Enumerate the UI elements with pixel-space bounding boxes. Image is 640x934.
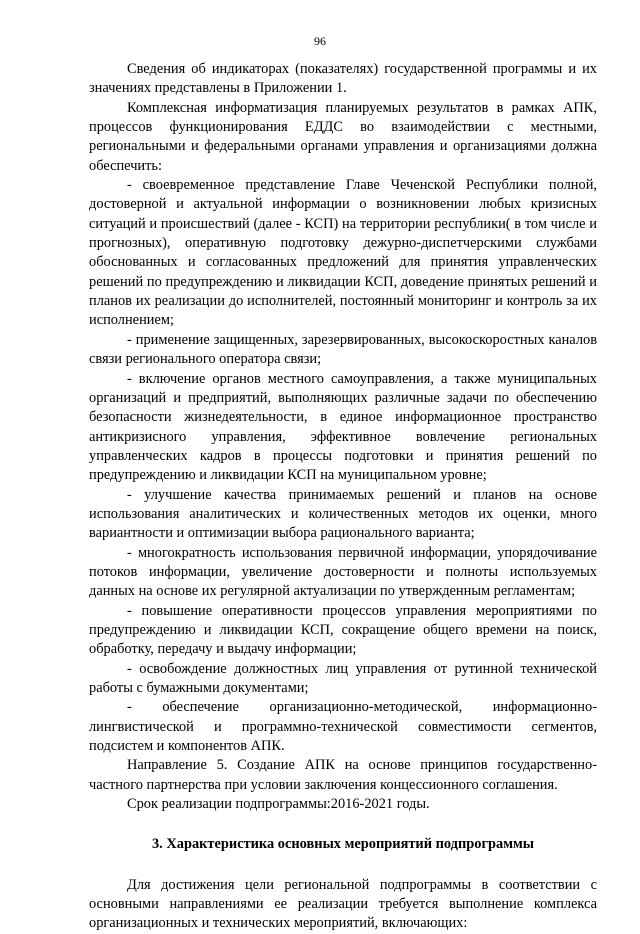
paragraph-direction-5: Направление 5. Создание АПК на основе принципов государственно-частного партнерства при условии заключения концессионного соглашения. bbox=[89, 757, 597, 793]
section-heading: 3. Характеристика основных мероприятий подпрограммы bbox=[151, 836, 535, 853]
page-number: 96 bbox=[314, 34, 326, 48]
list-item-management-efficiency: - повышение оперативности процессов управления мероприятиями по предупреждению и ликвидации КСП, сокращение общего времени на поиск, обработку, передачу и выдачу информации; bbox=[89, 602, 597, 658]
paragraph-implementation-period: Срок реализации подпрограммы:2016-2021 годы. bbox=[127, 796, 430, 813]
list-item-compatibility: - обеспечение организационно-методической, информационно-лингвистической и программно-технической совместимости сегментов, подсистем и компонентов АПК. bbox=[89, 699, 597, 755]
paragraph-section-intro: Для достижения цели региональной подпрограммы в соответствии с основными направлениями ее реализации требуется выполнение комплекса организационных и технических мероприятий, включающих: bbox=[89, 876, 597, 932]
paragraph-informatization-intro: Комплексная информатизация планируемых результатов в рамках АПК, процессов функционирования ЕДДС во взаимодействии с местными, региональными и федеральными органами управления и организациями должна обеспечить: bbox=[89, 99, 597, 174]
document-body bbox=[89, 60, 597, 934]
list-item-primary-information-reuse: - многократность использования первичной информации, упорядочивание потоков информации, увеличение достоверности и полноты используемых данных на основе их регулярной актуализации по утвержденным регламентам; bbox=[89, 544, 597, 600]
list-item-paperwork-relief: - освобождение должностных лиц управления от рутинной технической работы с бумажными документами; bbox=[89, 660, 597, 696]
list-item-secure-channels: - применение защищенных, зарезервированных, высокоскоростных каналов связи регионального оператора связи; bbox=[89, 331, 597, 368]
list-item-decision-quality: - улучшение качества принимаемых решений и планов на основе использования аналитических и количественных методов их оценки, много вариантности и оптимизации выбора рационального варианта; bbox=[89, 486, 597, 542]
list-item-timely-information: - своевременное представление Главе Чеченской Республики полной, достоверной и актуальной информации о возникновении любых кризисных ситуаций и происшествий (далее - КСП) на территории республики( в том числе и прогнозных), оперативную подготовку дежурно-диспетчерскими службами обоснованных и согласованных предложений для принятия управленческих решений по предупреждению и ликвидации КСП, доведение принятых решений и планов их реализации до исполнителей, постоянный мониторинг и контроль за их исполнением; bbox=[89, 177, 597, 329]
list-item-local-government-inclusion: - включение органов местного самоуправления, а также муниципальных организаций и предприятий, выполняющих различные задачи по обеспечению безопасности жизнедеятельности, в единое информационное пространство антикризисного управления, эффективное вовлечение региональных управленческих кадров в процессы подготовки и принятия решений по предупреждению и ликвидации КСП на муниципальном уровне; bbox=[89, 370, 597, 484]
paragraph-indicators-info: Сведения об индикаторах (показателях) государственной программы и их значениях представлены в Приложении 1. bbox=[89, 61, 597, 97]
